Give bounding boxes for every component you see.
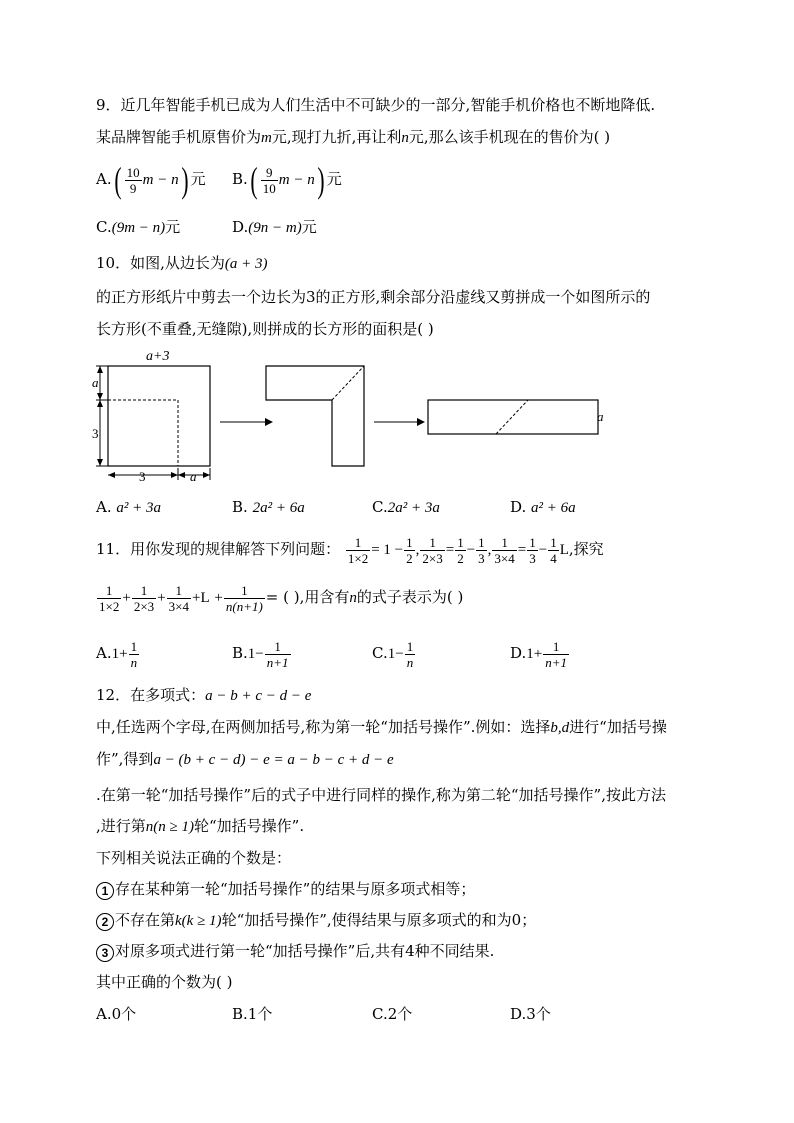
q12-option-b[interactable]: B.1个: [232, 1005, 273, 1023]
q9-option-b[interactable]: B.( $\frac{9}{10}$ m − n) 元: [232, 160, 342, 200]
q12-statement-3: 3 对原多项式进行第一轮“加括号操作”后,共有4种不同结果.: [96, 940, 494, 962]
q10-stem-line3: 长方形(不重叠,无缝隙),则拼成的长方形的面积是( ): [96, 320, 434, 338]
q9-option-a[interactable]: A.( $\frac{10}{9}$ m − n) 元: [96, 160, 206, 200]
q12-stem-line5: ,进行第n(n ≥ 1)轮“加括号操作”.: [96, 817, 305, 835]
q12-option-d[interactable]: D.3个: [510, 1005, 551, 1023]
q10-stem-line2: 的正方形纸片中剪去一个边长为3的正方形,剩余部分沿虚线又剪拼成一个如图所示的: [96, 288, 651, 306]
q11-option-d[interactable]: D.1+ $\frac{1}{n+1}$: [510, 638, 568, 670]
circled-number-icon: 1: [96, 882, 114, 900]
q12-option-c[interactable]: C.2个: [372, 1005, 413, 1023]
label-a-horizontal: a: [190, 469, 197, 484]
q10-option-a[interactable]: A. a² + 3a: [96, 498, 162, 516]
q12-stem-line6: 下列相关说法正确的个数是：: [96, 849, 292, 867]
q12-stem-line1: 12．在多项式：a − b + c − d − e: [96, 686, 312, 704]
label-3-vertical: 3: [92, 426, 99, 441]
q12-statement-1: 1 存在某种第一轮“加括号操作”的结果与原多项式相等；: [96, 878, 475, 900]
q10-option-b[interactable]: B. 2a² + 6a: [232, 498, 305, 516]
q9-option-d[interactable]: D.(9n − m)元: [232, 218, 317, 236]
q9-stem-line1: 9．近几年智能手机已成为人们生活中不可缺少的一部分,智能手机价格也不断地降低.: [96, 96, 656, 114]
circled-number-icon: 3: [96, 944, 114, 962]
q11-option-c[interactable]: C.1− $\frac{1}{n}$: [372, 638, 414, 670]
q10-option-c[interactable]: C.2a² + 3a: [372, 498, 440, 516]
q12-option-a[interactable]: A.0个: [96, 1005, 137, 1023]
q10-option-d[interactable]: D. a² + 6a: [510, 498, 576, 516]
label-a-vertical: a: [92, 375, 99, 390]
large-square: [108, 366, 210, 466]
q10-figure: [90, 344, 610, 484]
label-3-horizontal: 3: [139, 469, 146, 484]
circled-number-icon: 2: [96, 913, 114, 931]
q12-stem-line3: 作”,得到a − (b + c − d) − e = a − b − c + d − e: [96, 750, 394, 768]
q9-option-c[interactable]: C.(9m − n)元: [96, 218, 181, 236]
q11-option-a[interactable]: A.1+ $\frac{1}{n}$: [96, 638, 138, 670]
cut-line: [108, 400, 178, 466]
label-side: a+3: [146, 349, 170, 364]
q12-stem-line2: 中,任选两个字母,在两侧加括号,称为第一轮“加括号操作”.例如：选择b,d进行“加括号操: [96, 718, 667, 736]
q12-stem-line4: .在第一轮“加括号操作”后的式子中进行同样的操作,称为第二轮“加括号操作”,按此方法: [96, 786, 666, 804]
q11-stem-line2: $\frac{1}{1\times 2}$ + $\frac{1}{2\times 3}$ + $\frac{1}{3\times 4}$ +L + $\frac{1}{n(n+1)}$ = ( ),用含有n的式子表示为( ): [99, 582, 464, 614]
q11-option-b[interactable]: B.1− $\frac{1}{n+1}$: [232, 638, 289, 670]
q10-stem-line1: 10．如图,从边长为(a + 3): [96, 254, 268, 272]
q11-stem-line1: 11．用你发现的规律解答下列问题： $\frac{1}{1\times 2}$ = 1 − $\frac{1}{2}$ , $\frac{1}{2\times 3}$ = $\frac{1}{2}$ − $\frac{1}{3}$ , $\frac{1}{3\times 4}$ = $\frac{1}{3}$ − $\frac{1}{4}$ L,探究: [96, 534, 604, 566]
arrow-right-icon: [265, 418, 273, 426]
arrow-right-icon: [417, 418, 425, 426]
q12-statement-2: 2 不存在第k(k ≥ 1)轮“加括号操作”,使得结果与原多项式的和为0；: [96, 909, 536, 932]
q9-stem-line2: 某品牌智能手机原售价为m元,现打九折,再让利n元,那么该手机现在的售价为( ): [96, 128, 611, 146]
result-rectangle: [428, 400, 598, 434]
q12-question: 其中正确的个数为( ): [96, 973, 233, 991]
label-a-rect: a: [597, 409, 604, 424]
